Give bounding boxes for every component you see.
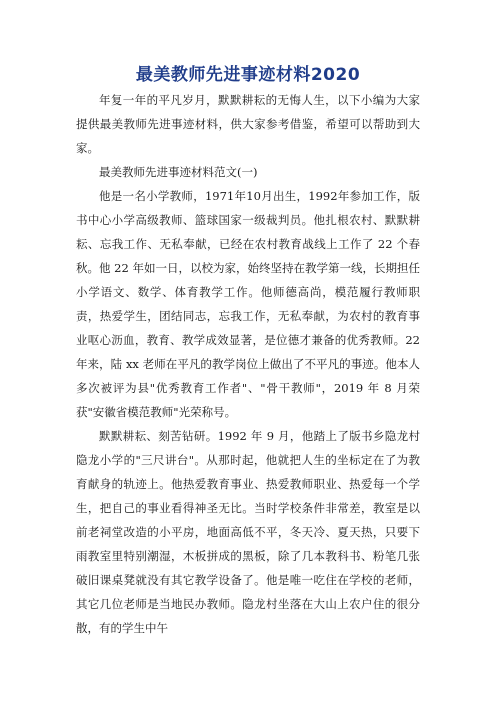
section-heading: 最美教师先进事迹材料范文(一) (99, 165, 258, 179)
document-title: 最美教师先进事迹材料2020 (135, 65, 361, 85)
body-paragraph: 默默耕耘、刻苦钻研。1992 年 9 月，他踏上了版书乡隐龙村隐龙小学的"三尺讲台"。从那时起，他就把人生的坐标定在了为教育献身的轨迹上。他热爱教育事业、热爱教师职业、热爱每一个学生，把自己的事业看得神圣无比。当时学校条件非常差，教室是以前老祠堂改造的小平房，地面高低不平，冬天冷、夏天热，只要下雨教室里特别潮湿，木板拼成的黑板，除了几本教科书、粉笔几张破旧课桌凳就没有其它教学设备了。他是唯一吃住在学校的老师，其它几位老师是当地民办教师。隐龙村坐落在大山上农户住的很分散，有的学生中午 (76, 429, 420, 635)
document-body (76, 88, 420, 640)
intro-paragraph: 年复一年的平凡岁月，默默耕耘的无悔人生，以下小编为大家提供最美教师先进事迹材料，供大家参考借鉴，希望可以帮助到大家。 (76, 93, 420, 155)
body-paragraph: 他是一名小学教师，1971年10月出生，1992年参加工作，版书中心小学高级教师、篮球国家一级裁判员。他扎根农村、默默耕耘、忘我工作、无私奉献，已经在农村教育战线上工作了 22 个春秋。他 22 年如一日，以校为家，始终坚持在教学第一线，长期担任小学语文、数学、体育教学工作。他师德高尚，模范履行教师职责，热爱学生，团结同志，忘我工作，无私奉献，为农村的教育事业呕心沥血，教育、教学成效显著，是位德才兼备的优秀教师。22年来，陆 xx 老师在平凡的教学岗位上做出了不平凡的事迹。他本人多次被评为县"优秀教育工作者"、"骨干教师"，2019 年 8 月荣获"安徽省模范教师"光荣称号。 (76, 189, 420, 419)
